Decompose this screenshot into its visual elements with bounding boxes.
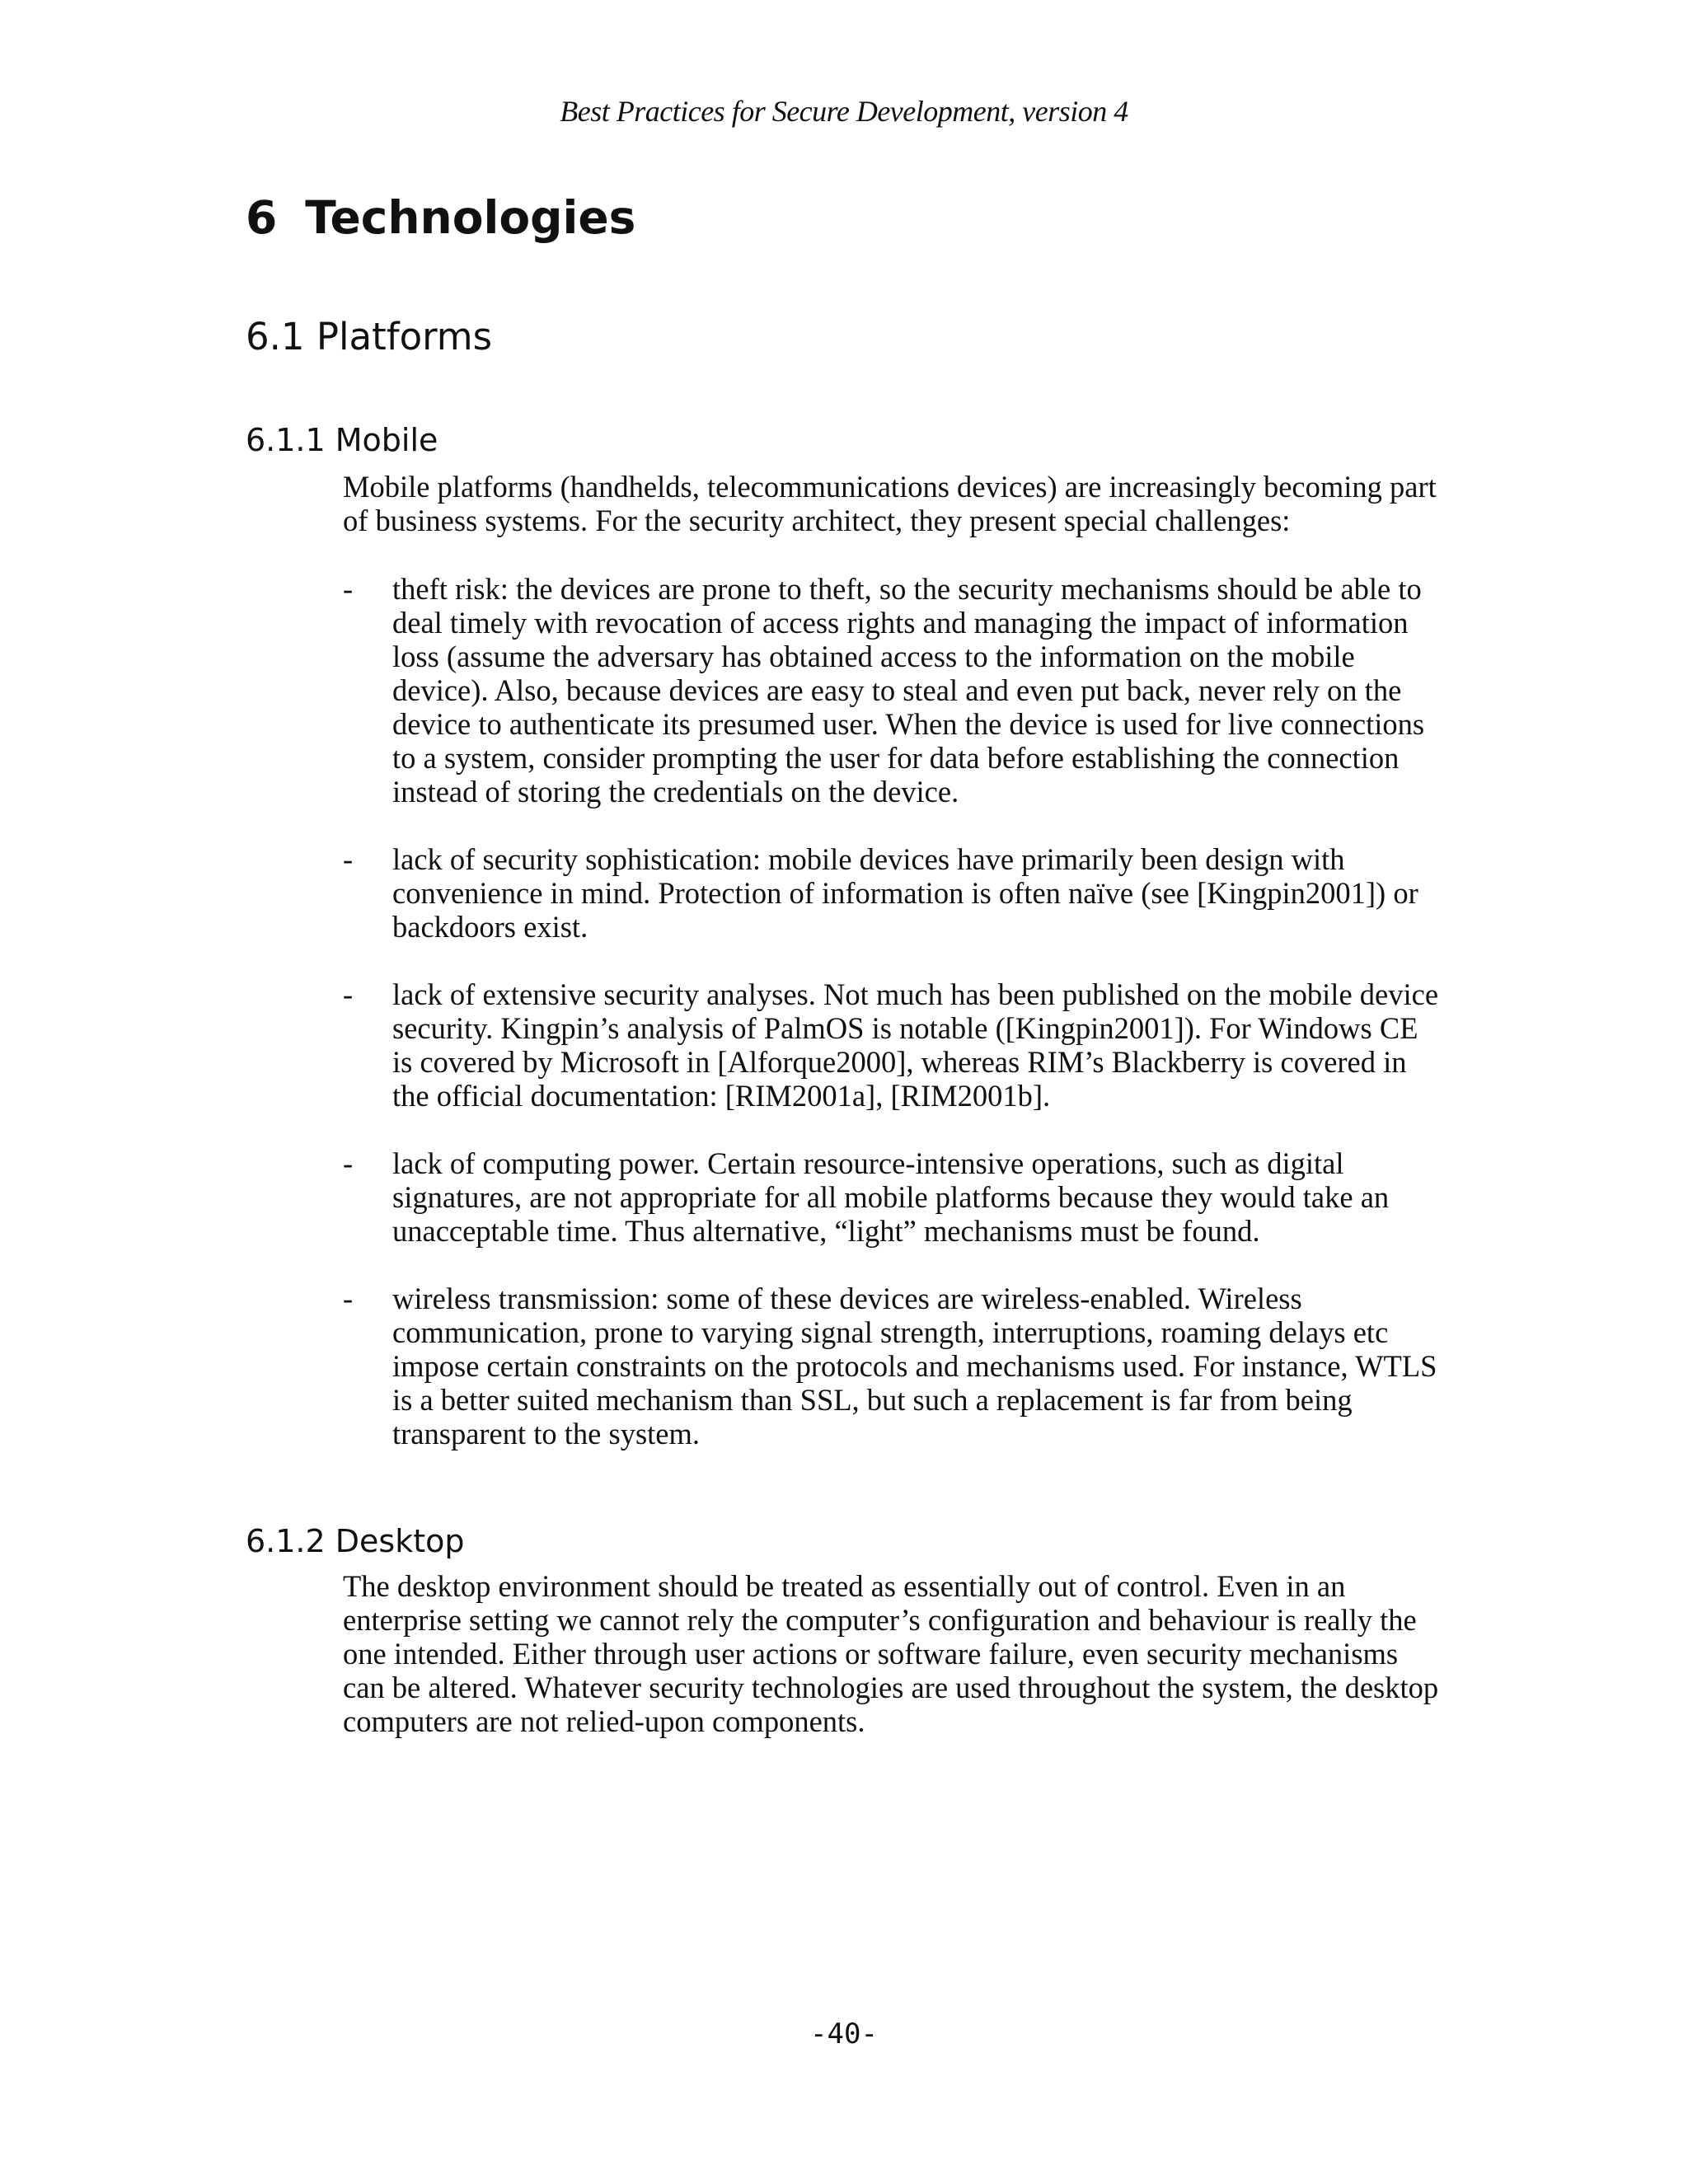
bullet-dash: - <box>343 1282 354 1315</box>
list-item-text: wireless transmission: some of these devices are wireless-enabled. Wireless communication, prone to varying signal strength, interruptions, roaming delays etc impose certain constraints on the protocols and mechanisms used. For instance, WTLS is a better suited mechanism than SSL, but such a replacement is far from being transparent to the system. <box>392 1282 1437 1451</box>
list-item <box>343 1146 1439 1248</box>
subsection-heading-desktop: 6.1.2 Desktop <box>246 1523 465 1559</box>
bullet-dash: - <box>343 572 354 606</box>
list-item-text: lack of security sophistication: mobile devices have primarily been design with convenience in mind. Protection of information is often naïve (see [Kingpin2001]) or backdoors exist. <box>392 842 1418 944</box>
mobile-challenges-list <box>343 572 1439 1484</box>
chapter-number: 6 <box>246 191 278 244</box>
list-item-text: lack of extensive security analyses. Not much has been published on the mobile device security. Kingpin’s analysis of PalmOS is notable ([Kingpin2001]). For Windows CE is covered by Microsoft in [Alforque2000], whereas RIM’s Blackberry is covered in the official documentation: [RIM2001a], [RIM2001b]. <box>392 977 1439 1113</box>
subsection-heading-mobile: 6.1.1 Mobile <box>246 422 438 458</box>
list-item-text: theft risk: the devices are prone to theft, so the security mechanisms should be able to deal timely with revocation of access rights and managing the impact of information loss (assume the adversary has obtained access to the information on the mobile device). Also, because devices are easy to steal and even put back, never rely on the device to authenticate its presumed user. When the device is used for live connections to a system, consider prompting the user for data before establishing the connection instead of storing the credentials on the device. <box>392 572 1425 808</box>
bullet-dash: - <box>343 1146 354 1180</box>
list-item-text: lack of computing power. Certain resource-intensive operations, such as digital signatures, are not appropriate for all mobile platforms because they would take an unacceptable time. Thus alternative, “light” mechanisms must be found. <box>392 1146 1390 1248</box>
chapter-heading <box>246 191 635 244</box>
list-item <box>343 572 1439 808</box>
section-heading-platforms: 6.1 Platforms <box>246 315 493 359</box>
bullet-dash: - <box>343 842 354 876</box>
bullet-dash: - <box>343 977 354 1011</box>
running-header: Best Practices for Secure Development, version 4 <box>560 95 1128 128</box>
list-item <box>343 842 1439 944</box>
chapter-title: Technologies <box>305 191 636 244</box>
page-number: -40- <box>810 2018 878 2050</box>
list-item <box>343 1282 1439 1451</box>
desktop-paragraph: The desktop environment should be treated as essentially out of control. Even in an enterprise setting we cannot rely the computer’s configuration and behaviour is really the one intended. Either through user actions or software failure, even security mechanisms can be altered. Whatever security technologies are used throughout the system, the desktop computers are not relied-upon components. <box>343 1569 1439 1738</box>
list-item <box>343 977 1439 1113</box>
mobile-intro-paragraph: Mobile platforms (handhelds, telecommunications devices) are increasingly becoming part of business systems. For the security architect, they present special challenges: <box>343 470 1437 537</box>
